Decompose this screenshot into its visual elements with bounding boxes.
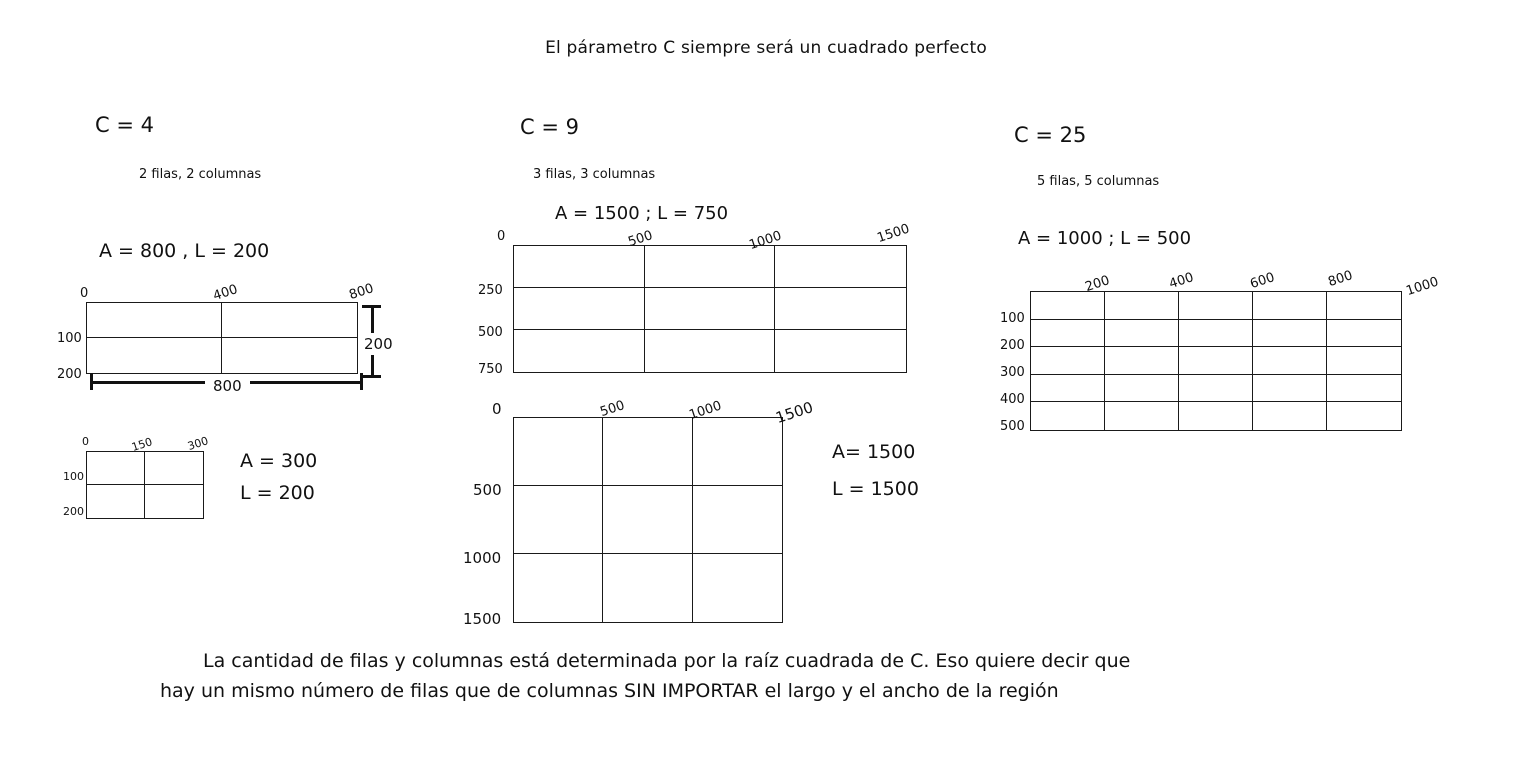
- formula-a-c4-example2: A = 300: [240, 450, 318, 472]
- x-tick-label: 0: [80, 286, 89, 301]
- section-subtitle-c4: 2 filas, 2 columnas: [139, 167, 262, 182]
- grid-cell: [1031, 375, 1105, 403]
- height-measure-label: 200: [364, 335, 393, 353]
- grid-cell: [693, 418, 782, 486]
- grid-cell: [1105, 402, 1179, 430]
- y-tick-label: 200: [57, 367, 82, 382]
- grid-cell: [693, 554, 782, 622]
- grid-cell: [603, 554, 692, 622]
- grid-cell: [1105, 375, 1179, 403]
- grid-cell: [1179, 320, 1253, 348]
- grid-cell: [87, 338, 222, 373]
- formula-c4-example1: A = 800 , L = 200: [99, 240, 270, 262]
- x-tick-label: 400: [211, 282, 240, 304]
- grid-cell: [1327, 402, 1401, 430]
- grid-cell: [1253, 292, 1327, 320]
- grid-cell: [1031, 292, 1105, 320]
- formula-c9-example1: A = 1500 ; L = 750: [555, 203, 729, 224]
- x-tick-label: 0: [497, 229, 506, 244]
- grid-cell: [145, 452, 203, 485]
- section-header-c9: C = 9: [520, 115, 579, 139]
- section-subtitle-c25: 5 filas, 5 columnas: [1037, 174, 1160, 189]
- y-tick-label: 1000: [463, 549, 502, 567]
- grid-cell: [775, 330, 906, 372]
- grid-cell: [1327, 347, 1401, 375]
- x-tick-label: 0: [492, 400, 502, 418]
- grid-cell: [1105, 347, 1179, 375]
- grid-cell: [1253, 402, 1327, 430]
- grid-cell: [693, 486, 782, 554]
- grid-cell: [222, 338, 357, 373]
- formula-l-c9-example2: L = 1500: [832, 478, 919, 500]
- page-title: El párametro C siempre será un cuadrado perfecto: [545, 38, 987, 58]
- grid-cell: [645, 246, 776, 288]
- y-tick-label: 200: [1000, 338, 1025, 353]
- y-tick-label: 200: [63, 505, 84, 518]
- grid-c9-example1: [513, 245, 907, 373]
- caption-line-1: La cantidad de filas y columnas está determinada por la raíz cuadrada de C. Eso quiere decir que: [203, 650, 1131, 672]
- grid-cell: [1031, 320, 1105, 348]
- grid-cell: [1253, 347, 1327, 375]
- height-measure-cap-top: [362, 305, 381, 308]
- x-tick-label: 150: [129, 435, 154, 454]
- y-tick-label: 400: [1000, 392, 1025, 407]
- y-tick-label: 100: [1000, 311, 1025, 326]
- grid-cell: [603, 486, 692, 554]
- grid-cell: [87, 303, 222, 338]
- grid-cell: [145, 485, 203, 518]
- formula-a-c9-example2: A= 1500: [832, 441, 916, 463]
- y-tick-label: 100: [63, 470, 84, 483]
- y-tick-label: 500: [473, 481, 502, 499]
- grid-cell: [514, 246, 645, 288]
- y-tick-label: 500: [478, 325, 503, 340]
- grid-cell: [514, 288, 645, 330]
- grid-cell: [1327, 292, 1401, 320]
- section-subtitle-c9: 3 filas, 3 columnas: [533, 167, 656, 182]
- x-tick-label: 0: [82, 435, 89, 448]
- caption-line-2: hay un mismo número de filas que de columnas SIN IMPORTAR el largo y el ancho de la región: [160, 680, 1059, 702]
- grid-cell: [514, 554, 603, 622]
- grid-cell: [514, 330, 645, 372]
- grid-cell: [1327, 320, 1401, 348]
- formula-l-c4-example2: L = 200: [240, 482, 315, 504]
- y-tick-label: 100: [57, 331, 82, 346]
- x-tick-label: 1500: [875, 221, 912, 246]
- grid-cell: [87, 452, 145, 485]
- grid-cell: [603, 418, 692, 486]
- grid-cell: [1327, 375, 1401, 403]
- x-tick-label: 200: [1083, 273, 1112, 295]
- x-tick-label: 400: [1167, 270, 1196, 292]
- y-tick-label: 300: [1000, 365, 1025, 380]
- x-tick-label: 800: [347, 281, 376, 303]
- section-header-c25: C = 25: [1014, 123, 1087, 147]
- width-measure-cap-left: [90, 373, 93, 390]
- x-tick-label: 1000: [687, 398, 724, 423]
- y-tick-label: 1500: [463, 610, 502, 628]
- grid-cell: [1179, 347, 1253, 375]
- x-tick-label: 300: [185, 434, 210, 453]
- grid-cell: [1179, 292, 1253, 320]
- x-tick-label: 500: [626, 228, 655, 250]
- grid-cell: [87, 485, 145, 518]
- grid-cell: [1031, 402, 1105, 430]
- grid-cell: [1105, 320, 1179, 348]
- x-tick-label: 1000: [1404, 274, 1441, 299]
- grid-c4-example1: [86, 302, 358, 374]
- x-tick-label: 800: [1326, 268, 1355, 290]
- grid-c9-example2: [513, 417, 783, 623]
- x-tick-label: 1000: [747, 228, 784, 253]
- grid-cell: [1179, 375, 1253, 403]
- y-tick-label: 500: [1000, 419, 1025, 434]
- grid-c4-example2: [86, 451, 204, 519]
- y-tick-label: 250: [478, 283, 503, 298]
- grid-cell: [1179, 402, 1253, 430]
- grid-cell: [775, 288, 906, 330]
- x-tick-label: 500: [598, 398, 627, 420]
- grid-cell: [1105, 292, 1179, 320]
- grid-cell: [222, 303, 357, 338]
- grid-cell: [514, 418, 603, 486]
- grid-cell: [1253, 320, 1327, 348]
- grid-c25-example1: [1030, 291, 1402, 431]
- grid-cell: [775, 246, 906, 288]
- grid-cell: [645, 330, 776, 372]
- grid-cell: [1031, 347, 1105, 375]
- section-header-c4: C = 4: [95, 113, 154, 137]
- height-measure-cap-bottom: [362, 375, 381, 378]
- x-tick-label: 600: [1248, 270, 1277, 292]
- grid-cell: [645, 288, 776, 330]
- y-tick-label: 750: [478, 362, 503, 377]
- grid-cell: [1253, 375, 1327, 403]
- x-tick-label: 1500: [773, 398, 816, 427]
- grid-cell: [514, 486, 603, 554]
- width-measure-label: 800: [205, 377, 250, 395]
- formula-c25-example1: A = 1000 ; L = 500: [1018, 228, 1192, 249]
